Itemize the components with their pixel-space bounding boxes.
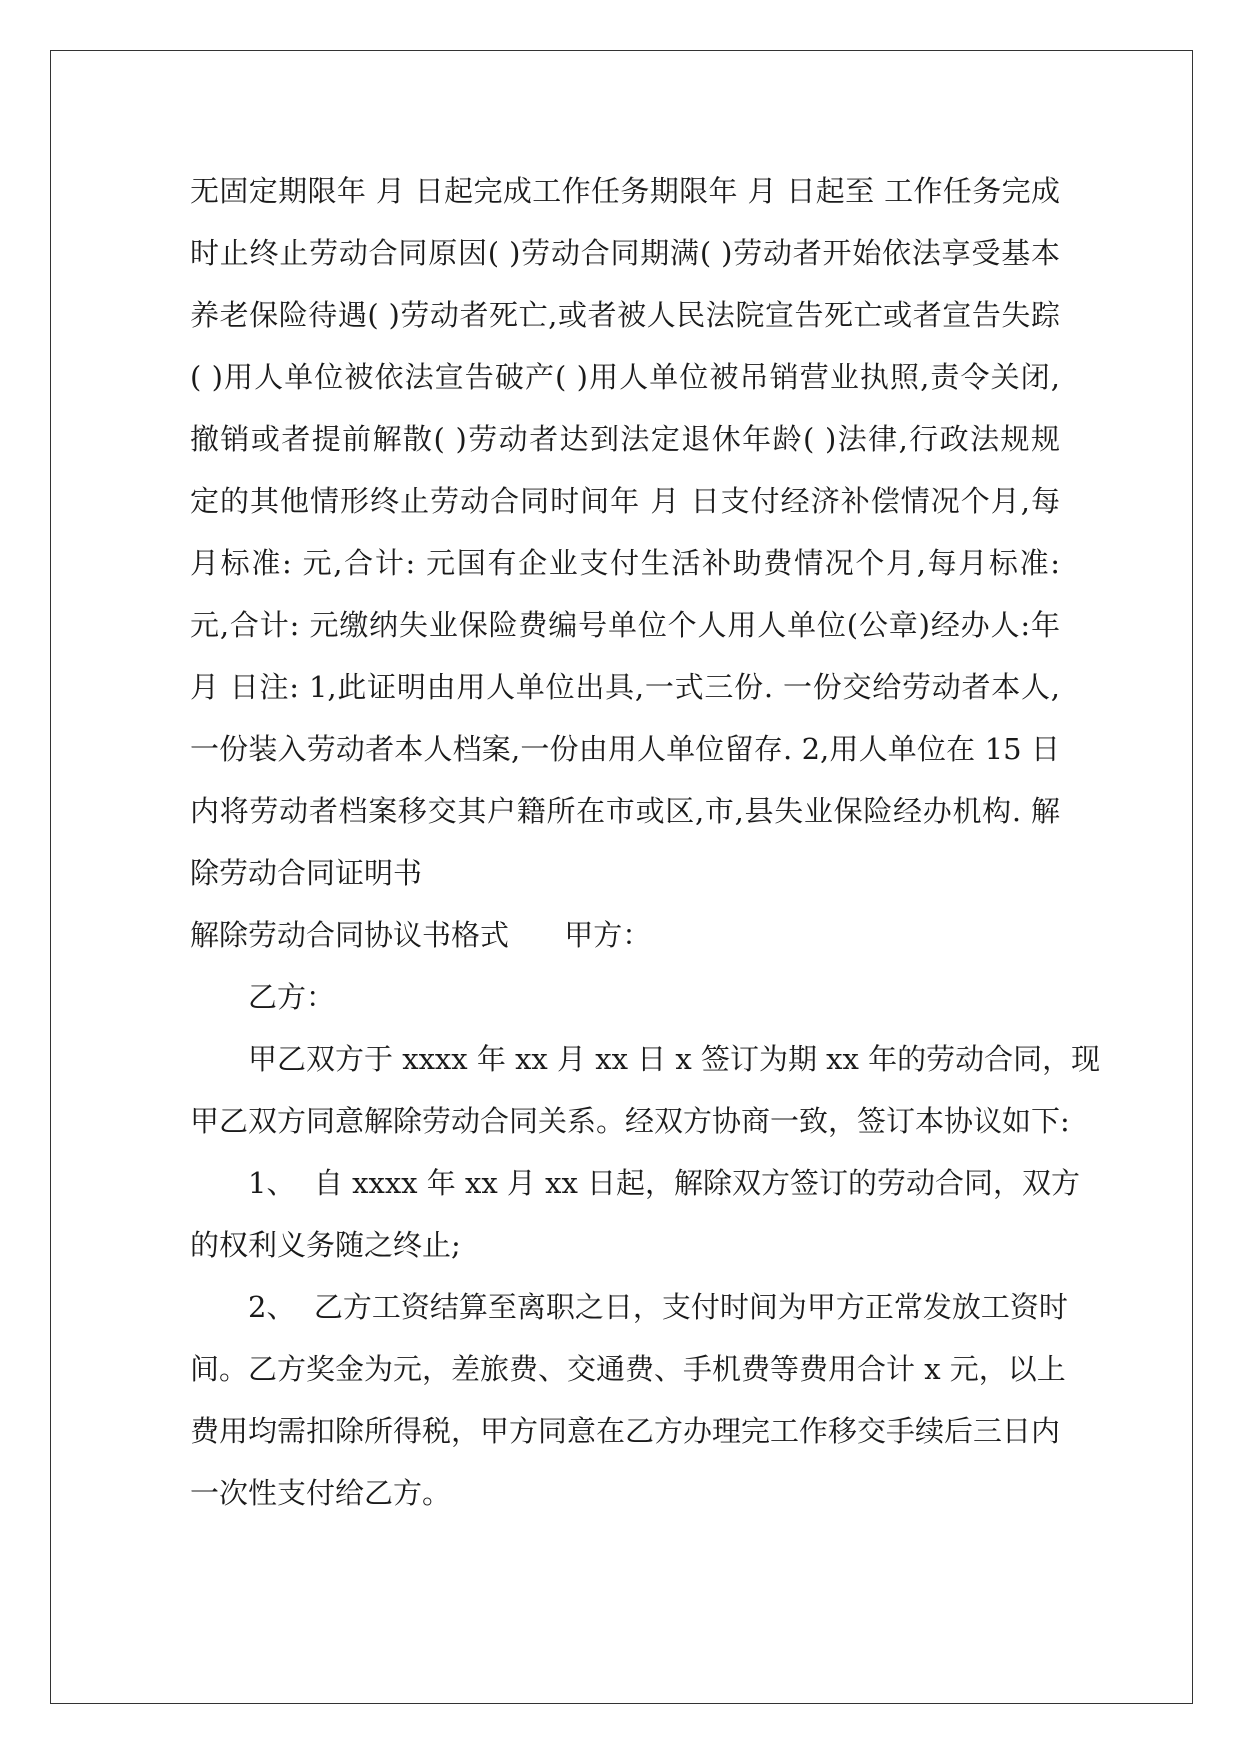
text-line: 无固定期限年 月 日起完成工作任务期限年 月 日起至 工作任务完成 (190, 174, 1060, 208)
clause-1: 1、 自 xxxx 年 xx 月 xx 日起，解除双方签订的劳动合同，双方 (248, 1166, 1081, 1200)
text-line: ( )用人单位被依法宣告破产( )用人单位被吊销营业执照,责令关闭, (190, 360, 1060, 394)
text-line: 月 日注: 1,此证明由用人单位出具,一式三份. 一份交给劳动者本人, (190, 670, 1060, 704)
text-line: 一次性支付给乙方。 (190, 1476, 452, 1510)
document-body (190, 160, 1101, 1524)
text-line: 的权利义务随之终止; (190, 1228, 461, 1262)
text-line: 间。乙方奖金为元，差旅费、交通费、手机费等费用合计 x 元，以上 (190, 1352, 1066, 1386)
text-line: 定的其他情形终止劳动合同时间年 月 日支付经济补偿情况个月,每 (190, 484, 1060, 518)
text-line: 甲乙双方同意解除劳动合同关系。经双方协商一致，签订本协议如下: (190, 1104, 1070, 1138)
text-line: 费用均需扣除所得税，甲方同意在乙方办理完工作移交手续后三日内 (190, 1414, 1061, 1448)
text-line: 撤销或者提前解散( )劳动者达到法定退休年龄( )法律,行政法规规 (190, 422, 1060, 456)
text-line: 一份装入劳动者本人档案,一份由用人单位留存. 2,用人单位在 15 日 (190, 732, 1060, 766)
party-b-line: 乙方： (248, 980, 336, 1014)
text-line: 除劳动合同证明书 (190, 856, 423, 890)
text-line: 甲乙双方于 xxxx 年 xx 月 xx 日 x 签订为期 xx 年的劳动合同，现 (248, 1042, 1101, 1076)
text-line: 时止终止劳动合同原因( )劳动合同期满( )劳动者开始依法享受基本 (190, 236, 1060, 270)
agreement-heading: 解除劳动合同协议书格式 甲方： (190, 918, 652, 952)
text-line: 元,合计: 元缴纳失业保险费编号单位个人用人单位(公章)经办人:年 (190, 608, 1060, 642)
text-line: 养老保险待遇( )劳动者死亡,或者被人民法院宣告死亡或者宣告失踪 (190, 298, 1060, 332)
text-line: 内将劳动者档案移交其户籍所在市或区,市,县失业保险经办机构. 解 (190, 794, 1060, 828)
clause-2: 2、 乙方工资结算至离职之日，支付时间为甲方正常发放工资时 (248, 1290, 1068, 1324)
text-line: 月标准: 元,合计: 元国有企业支付生活补助费情况个月,每月标准: (190, 546, 1060, 580)
